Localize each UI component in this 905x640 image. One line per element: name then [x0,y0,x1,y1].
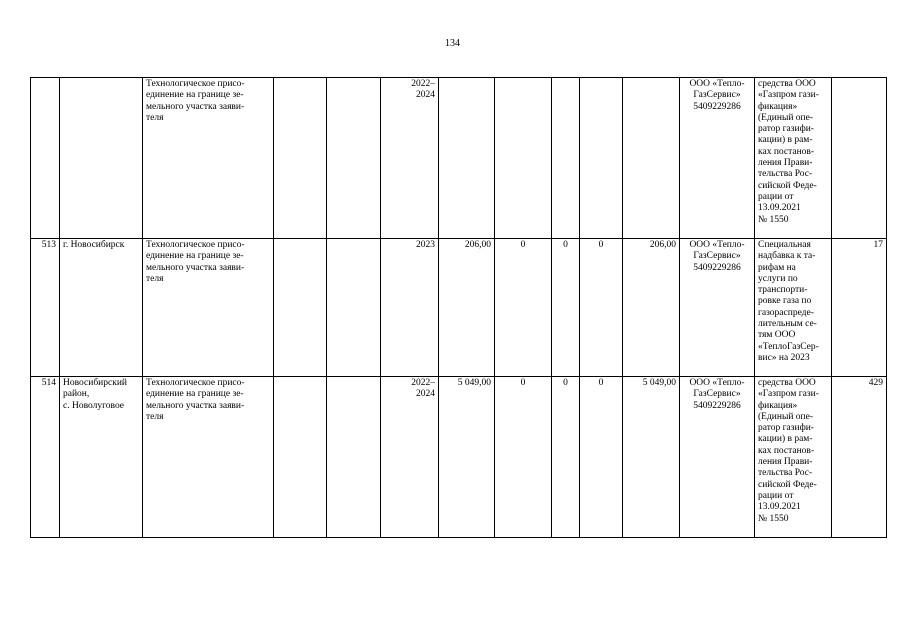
location-cell: г. Новосибирск [60,239,143,377]
value-cell: 0 [580,239,623,377]
count-cell: 17 [832,239,887,377]
empty-cell [274,78,327,239]
period-cell: 2022– 2024 [381,377,439,538]
value-cell: 0 [552,377,580,538]
empty-cell [327,239,381,377]
value-cell [495,78,552,239]
organization-cell: ООО «Тепло- ГазСервис» 5409229286 [680,377,755,538]
description-cell: Технологическое присо- единение на границе зе- мельного участка заяви- теля [143,377,274,538]
total-cost-cell: 5 049,00 [439,377,495,538]
empty-cell [274,239,327,377]
organization-cell: ООО «Тепло- ГазСервис» 5409229286 [680,78,755,239]
row-number: 513 [31,239,60,377]
value-cell [623,78,680,239]
count-cell [832,78,887,239]
funding-source-cell: средства ООО «Газпром гази- фикация» (Единый опе- ратор газифи- кации) в рам- ках постанов- ления Прави- тельства Рос- сийской Феде- рации от 13.09.2021 № 1550 [755,78,832,239]
count-cell: 429 [832,377,887,538]
empty-cell [274,377,327,538]
value-cell: 0 [580,377,623,538]
page-number: 134 [445,38,460,49]
period-cell: 2023 [381,239,439,377]
funding-source-cell: Специальная надбавка к та- рифам на услуги по транспорти- ровке газа по газораспреде- лительным се- тям ООО «ТеплоГазСер- вис» на 2023 [755,239,832,377]
table-row [31,78,887,239]
funding-source-cell: средства ООО «Газпром гази- фикация» (Единый опе- ратор газифи- кации) в рам- ках постанов- ления Прави- тельства Рос- сийской Феде- рации от 13.09.2021 № 1550 [755,377,832,538]
table-row [31,239,887,377]
value-cell: 5 049,00 [623,377,680,538]
description-cell: Технологическое присо- единение на границе зе- мельного участка заяви- теля [143,239,274,377]
organization-cell: ООО «Тепло- ГазСервис» 5409229286 [680,239,755,377]
row-number: 514 [31,377,60,538]
location-cell: Новосибирский район, с. Новолуговое [60,377,143,538]
data-table [30,77,887,538]
total-cost-cell [439,78,495,239]
description-cell: Технологическое присо- единение на границе зе- мельного участка заяви- теля [143,78,274,239]
value-cell: 0 [495,239,552,377]
value-cell [552,78,580,239]
value-cell: 206,00 [623,239,680,377]
table-row [31,377,887,538]
empty-cell [327,377,381,538]
value-cell [580,78,623,239]
total-cost-cell: 206,00 [439,239,495,377]
value-cell: 0 [495,377,552,538]
empty-cell [327,78,381,239]
row-number [31,78,60,239]
value-cell: 0 [552,239,580,377]
period-cell: 2022– 2024 [381,78,439,239]
location-cell [60,78,143,239]
